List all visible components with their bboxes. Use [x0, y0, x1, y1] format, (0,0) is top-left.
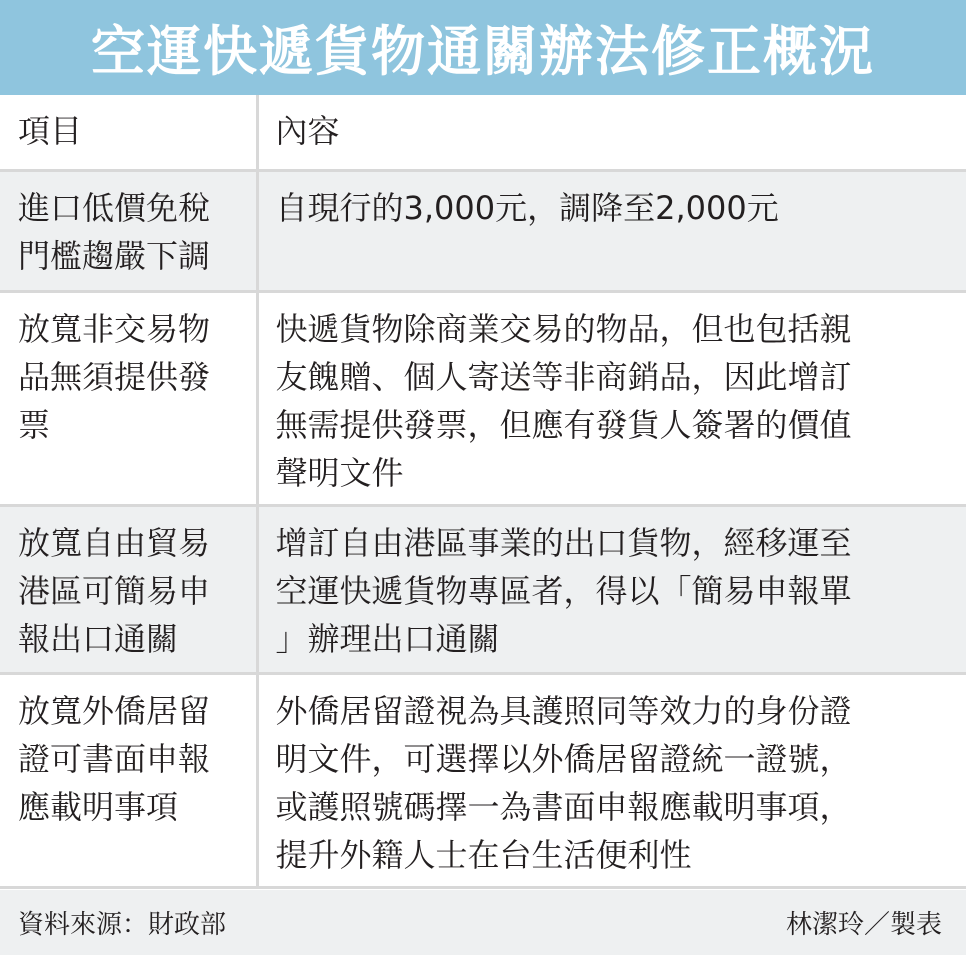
table-row: [0, 673, 966, 887]
item-cell: [0, 505, 257, 673]
footer: [0, 890, 966, 955]
item-line: 報出口通關: [18, 619, 179, 658]
item-line: 放寬自由貿易: [18, 523, 211, 562]
source-note: 資料來源：財政部: [18, 910, 227, 940]
content-cell: [257, 170, 966, 291]
content-line: 自現行的3,000元，調降至2,000元: [275, 188, 779, 227]
item-line: 進口低價免稅: [18, 188, 211, 227]
content-line: 空運快遞貨物專區者，得以「簡易申報單: [275, 571, 852, 610]
item-cell: [0, 170, 257, 291]
table-header-row: [0, 95, 966, 170]
credit-note: 林潔玲／製表: [785, 910, 942, 940]
item-line: 港區可簡易申: [18, 571, 211, 610]
header-content: 內容: [257, 95, 966, 170]
content-cell: [257, 505, 966, 673]
item-line: 門檻趨嚴下調: [18, 236, 211, 275]
regulation-table: [0, 95, 966, 889]
item-line: 放寬非交易物: [18, 309, 211, 348]
content-cell: [257, 673, 966, 887]
content-line: 」辦理出口通關: [275, 619, 500, 658]
content-line: 快遞貨物除商業交易的物品，但也包括親: [275, 309, 852, 348]
content-line: 或護照號碼擇一為書面申報應載明事項，: [275, 787, 852, 826]
content-line: 外僑居留證視為具護照同等效力的身份證: [275, 691, 852, 730]
item-cell: [0, 291, 257, 505]
content-line: 提升外籍人士在台生活便利性: [275, 835, 692, 874]
content-cell: [257, 291, 966, 505]
title-bar: [0, 0, 966, 95]
item-line: 品無須提供發: [18, 357, 211, 396]
table-row: [0, 505, 966, 673]
content-line: 無需提供發票，但應有發貨人簽署的價值: [275, 405, 852, 444]
item-line: 票: [18, 405, 51, 444]
item-line: 證可書面申報: [18, 739, 211, 778]
item-line: 應載明事項: [18, 787, 179, 826]
header-item: 項目: [0, 95, 257, 170]
item-cell: [0, 673, 257, 887]
table-row: [0, 170, 966, 291]
item-line: 放寬外僑居留: [18, 691, 211, 730]
content-line: 友餽贈、個人寄送等非商銷品，因此增訂: [275, 357, 852, 396]
table-row: [0, 291, 966, 505]
content-line: 增訂自由港區事業的出口貨物，經移運至: [275, 523, 852, 562]
content-line: 聲明文件: [275, 453, 404, 492]
table-title: 空運快遞貨物通關辦法修正概況: [91, 20, 875, 83]
content-line: 明文件，可選擇以外僑居留證統一證號，: [275, 739, 852, 778]
